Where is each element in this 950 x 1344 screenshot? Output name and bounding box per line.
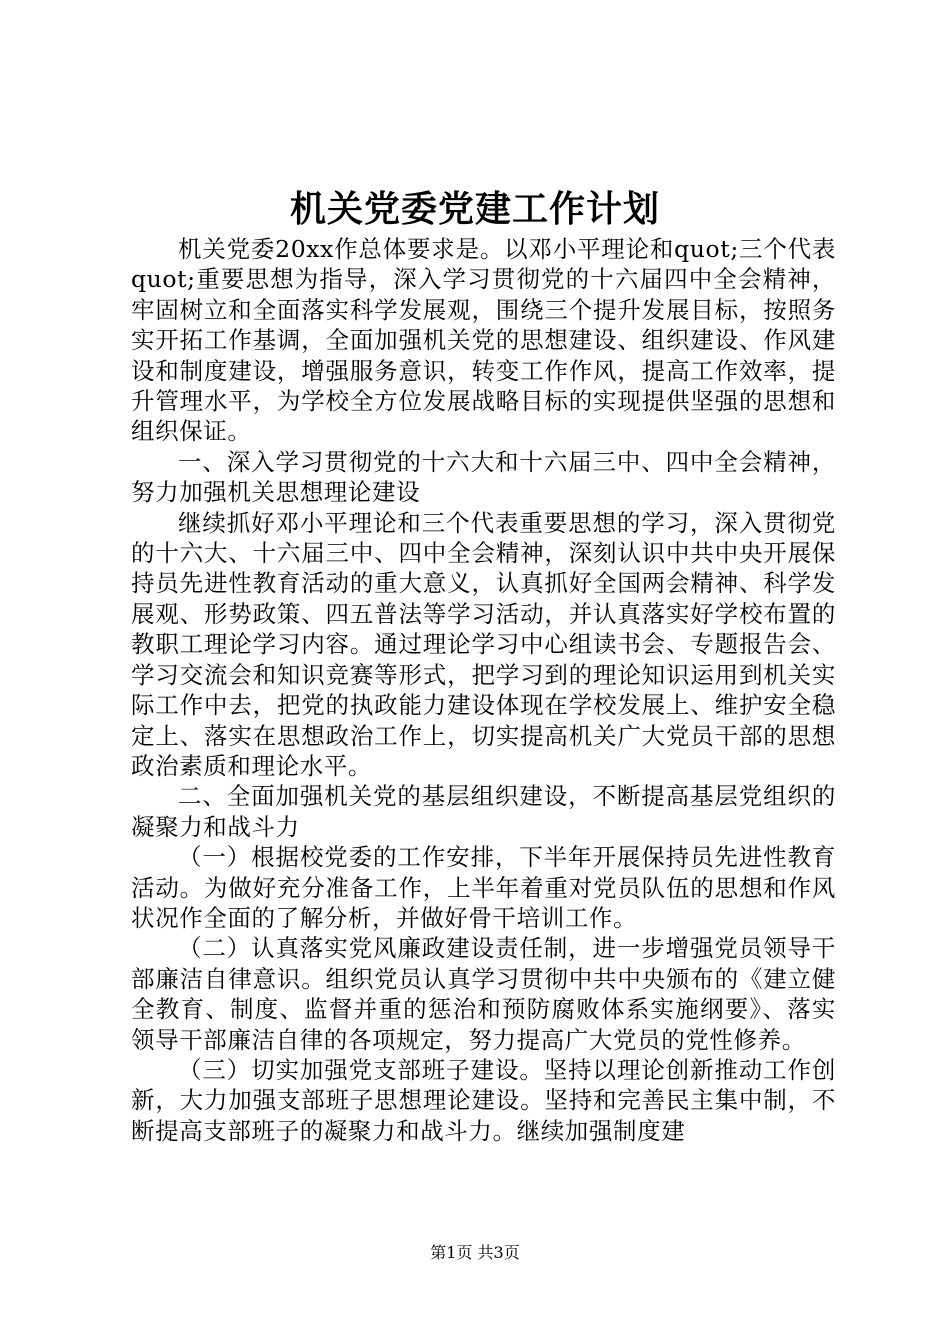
page-footer: 第1页 共3页 (430, 1243, 520, 1262)
section-heading: 一、深入学习贯彻党的十六大和十六届三中、四中全会精神，努力加强机关思想理论建设 (131, 447, 836, 507)
section-heading: 二、全面加强机关党的基层组织建设，不断提高基层党组织的凝聚力和战斗力 (131, 782, 836, 841)
paragraph: 继续抓好邓小平理论和三个代表重要思想的学习，深入贯彻党的十六大、十六届三中、四中全会精神，深刻认识中共中央开展保持员先进性教育活动的重大意义，认真抓好全国两会精神、科学发展观、形势政策、四五普法等学习活动，并认真落实好学校布置的教职工理论学习内容。通过理论学习中心组读书会、专题报告会、学习交流会和知识竞赛等形式，把学习到的理论知识运用到机关实际工作中去，把党的执政能力建设体现在学校发展上、维护安全稳定上、落实在思想政治工作上，切实提高机关广大党员干部的思想政治素质和理论水平。 (131, 508, 836, 780)
document-body (131, 234, 836, 1146)
paragraph: 机关党委20xx作总体要求是。以邓小平理论和quot;三个代表quot;重要思想为指导，深入学习贯彻党的十六届四中全会精神，牢固树立和全面落实科学发展观，围绕三个提升发展目标，按照务实开拓工作基调，全面加强机关党的思想建设、组织建设、作风建设和制度建设，增强服务意识，转变工作作风，提高工作效率，提升管理水平，为学校全方位发展战略目标的实现提供坚强的思想和组织保证。 (131, 235, 836, 446)
document-title: 机关党委党建工作计划 (289, 188, 660, 230)
paragraph: （三）切实加强党支部班子建设。坚持以理论创新推动工作创新，大力加强支部班子思想理论建设。坚持和完善民主集中制，不断提高支部班子的凝聚力和战斗力。继续加强制度建 (131, 1055, 836, 1145)
paragraph: （一）根据校党委的工作安排，下半年开展保持员先进性教育活动。为做好充分准备工作，上半年着重对党员队伍的思想和作风状况作全面的了解分析，并做好骨干培训工作。 (131, 843, 836, 932)
paragraph: （二）认真落实党风廉政建设责任制，进一步增强党员领导干部廉洁自律意识。组织党员认真学习贯彻中共中央颁布的《建立健全教育、制度、监督并重的惩治和预防腐败体系实施纲要》、落实领导干部廉洁自律的各项规定，努力提高广大党员的党性修养。 (131, 934, 836, 1054)
